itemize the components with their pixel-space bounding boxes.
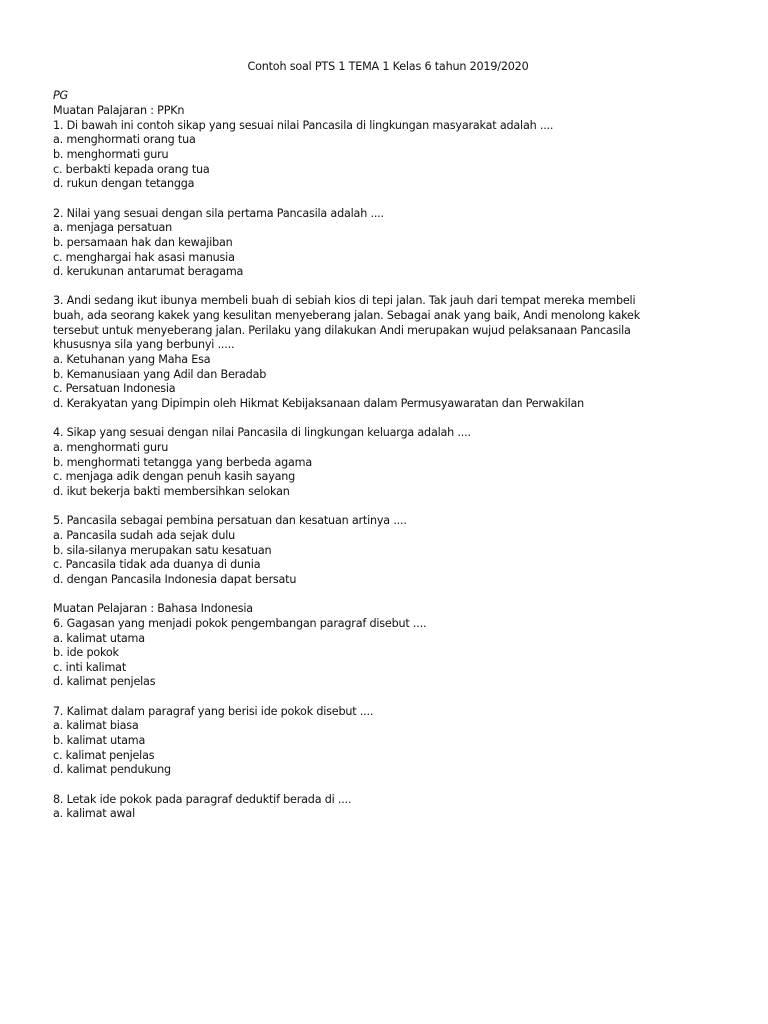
answer-option: a. menjaga persatuan xyxy=(53,221,173,235)
answer-option: c. berbakti kepada orang tua xyxy=(53,162,210,176)
answer-option: c. menjaga adik dengan penuh kasih sayang xyxy=(53,470,296,484)
question-block xyxy=(53,793,733,822)
question-text: tersebut untuk menyeberang jalan. Perilaku yang dilakukan Andi merupakan wujud pelaksanaan Pancasila xyxy=(53,323,631,337)
question-text: 2. Nilai yang sesuai dengan sila pertama Pancasila adalah .... xyxy=(53,206,384,220)
blank-line xyxy=(53,690,733,705)
blank-line xyxy=(53,778,733,793)
question-block xyxy=(53,617,733,690)
question-text: 4. Sikap yang sesuai dengan nilai Pancasila di lingkungan keluarga adalah .... xyxy=(53,426,471,440)
document-title: Contoh soal PTS 1 TEMA 1 Kelas 6 tahun 2019/2020 xyxy=(247,60,529,73)
question-text: 1. Di bawah ini contoh sikap yang sesuai nilai Pancasila di lingkungan masyarakat adalah .... xyxy=(53,118,554,132)
document-page xyxy=(53,60,733,822)
answer-option: b. menghormati guru xyxy=(53,147,169,161)
answer-option: a. Ketuhanan yang Maha Esa xyxy=(53,353,211,367)
question-block xyxy=(53,119,733,192)
document-content xyxy=(53,104,733,822)
question-text: 6. Gagasan yang menjadi pokok pengembangan paragraf disebut .... xyxy=(53,616,427,630)
answer-option: d. dengan Pancasila Indonesia dapat bersatu xyxy=(53,572,297,586)
answer-option: c. Persatuan Indonesia xyxy=(53,382,176,396)
answer-option: a. kalimat awal xyxy=(53,807,135,821)
question-block xyxy=(53,294,733,411)
answer-option: d. kerukunan antarumat beragama xyxy=(53,265,244,279)
answer-option: b. ide pokok xyxy=(53,646,119,660)
blank-line xyxy=(53,192,733,207)
answer-option: a. menghormati guru xyxy=(53,441,169,454)
answer-option: a. kalimat utama xyxy=(53,631,145,645)
blank-line xyxy=(53,280,733,295)
blank-line xyxy=(53,500,733,515)
section-heading: Muatan Pelajaran : Bahasa Indonesia xyxy=(53,602,253,616)
question-block xyxy=(53,514,733,587)
answer-option: d. kalimat penjelas xyxy=(53,675,156,689)
answer-option: b. Kemanusiaan yang Adil dan Beradab xyxy=(53,367,267,381)
question-text: 5. Pancasila sebagai pembina persatuan dan kesatuan artinya .... xyxy=(53,514,407,528)
answer-option: d. rukun dengan tetangga xyxy=(53,177,195,191)
answer-option: d. Kerakyatan yang Dipimpin oleh Hikmat Kebijaksanaan dalam Permusyawaratan dan Perwakilan xyxy=(53,397,585,411)
answer-option: a. kalimat biasa xyxy=(53,719,139,733)
answer-option: a. Pancasila sudah ada sejak dulu xyxy=(53,528,236,542)
question-text: 3. Andi sedang ikut ibunya membeli buah di sebiah kios di tepi jalan. Tak jauh dari tempat mereka membeli xyxy=(53,294,636,308)
question-block xyxy=(53,426,733,499)
question-text: buah, ada seorang kakek yang kesulitan menyeberang jalan. Sebagai anak yang baik, Andi menolong kakek xyxy=(53,309,641,323)
question-text: khususnya sila yang berbunyi ..... xyxy=(53,338,235,352)
blank-line xyxy=(53,588,733,603)
answer-option: c. inti kalimat xyxy=(53,660,127,674)
answer-option: c. menghargai hak asasi manusia xyxy=(53,250,235,264)
answer-option: a. menghormati orang tua xyxy=(53,133,196,147)
answer-option: c. kalimat penjelas xyxy=(53,748,155,762)
answer-option: b. sila-silanya merupakan satu kesatuan xyxy=(53,543,272,557)
answer-option: b. persamaan hak dan kewajiban xyxy=(53,235,233,249)
answer-option: d. kalimat pendukung xyxy=(53,763,171,777)
section-heading: Muatan Palajaran : PPKn xyxy=(53,103,185,117)
question-text: 8. Letak ide pokok pada paragraf deduktif berada di .... xyxy=(53,792,352,806)
blank-line xyxy=(53,412,733,427)
question-text: 7. Kalimat dalam paragraf yang berisi ide pokok disebut .... xyxy=(53,704,374,718)
answer-option: c. Pancasila tidak ada duanya di dunia xyxy=(53,558,261,572)
question-block xyxy=(53,207,733,280)
answer-option: b. kalimat utama xyxy=(53,734,146,748)
question-block xyxy=(53,705,733,778)
answer-option: b. menghormati tetangga yang berbeda agama xyxy=(53,455,313,469)
answer-option: d. ikut bekerja bakti membersihkan selokan xyxy=(53,484,290,498)
section-label: PG xyxy=(53,89,69,103)
